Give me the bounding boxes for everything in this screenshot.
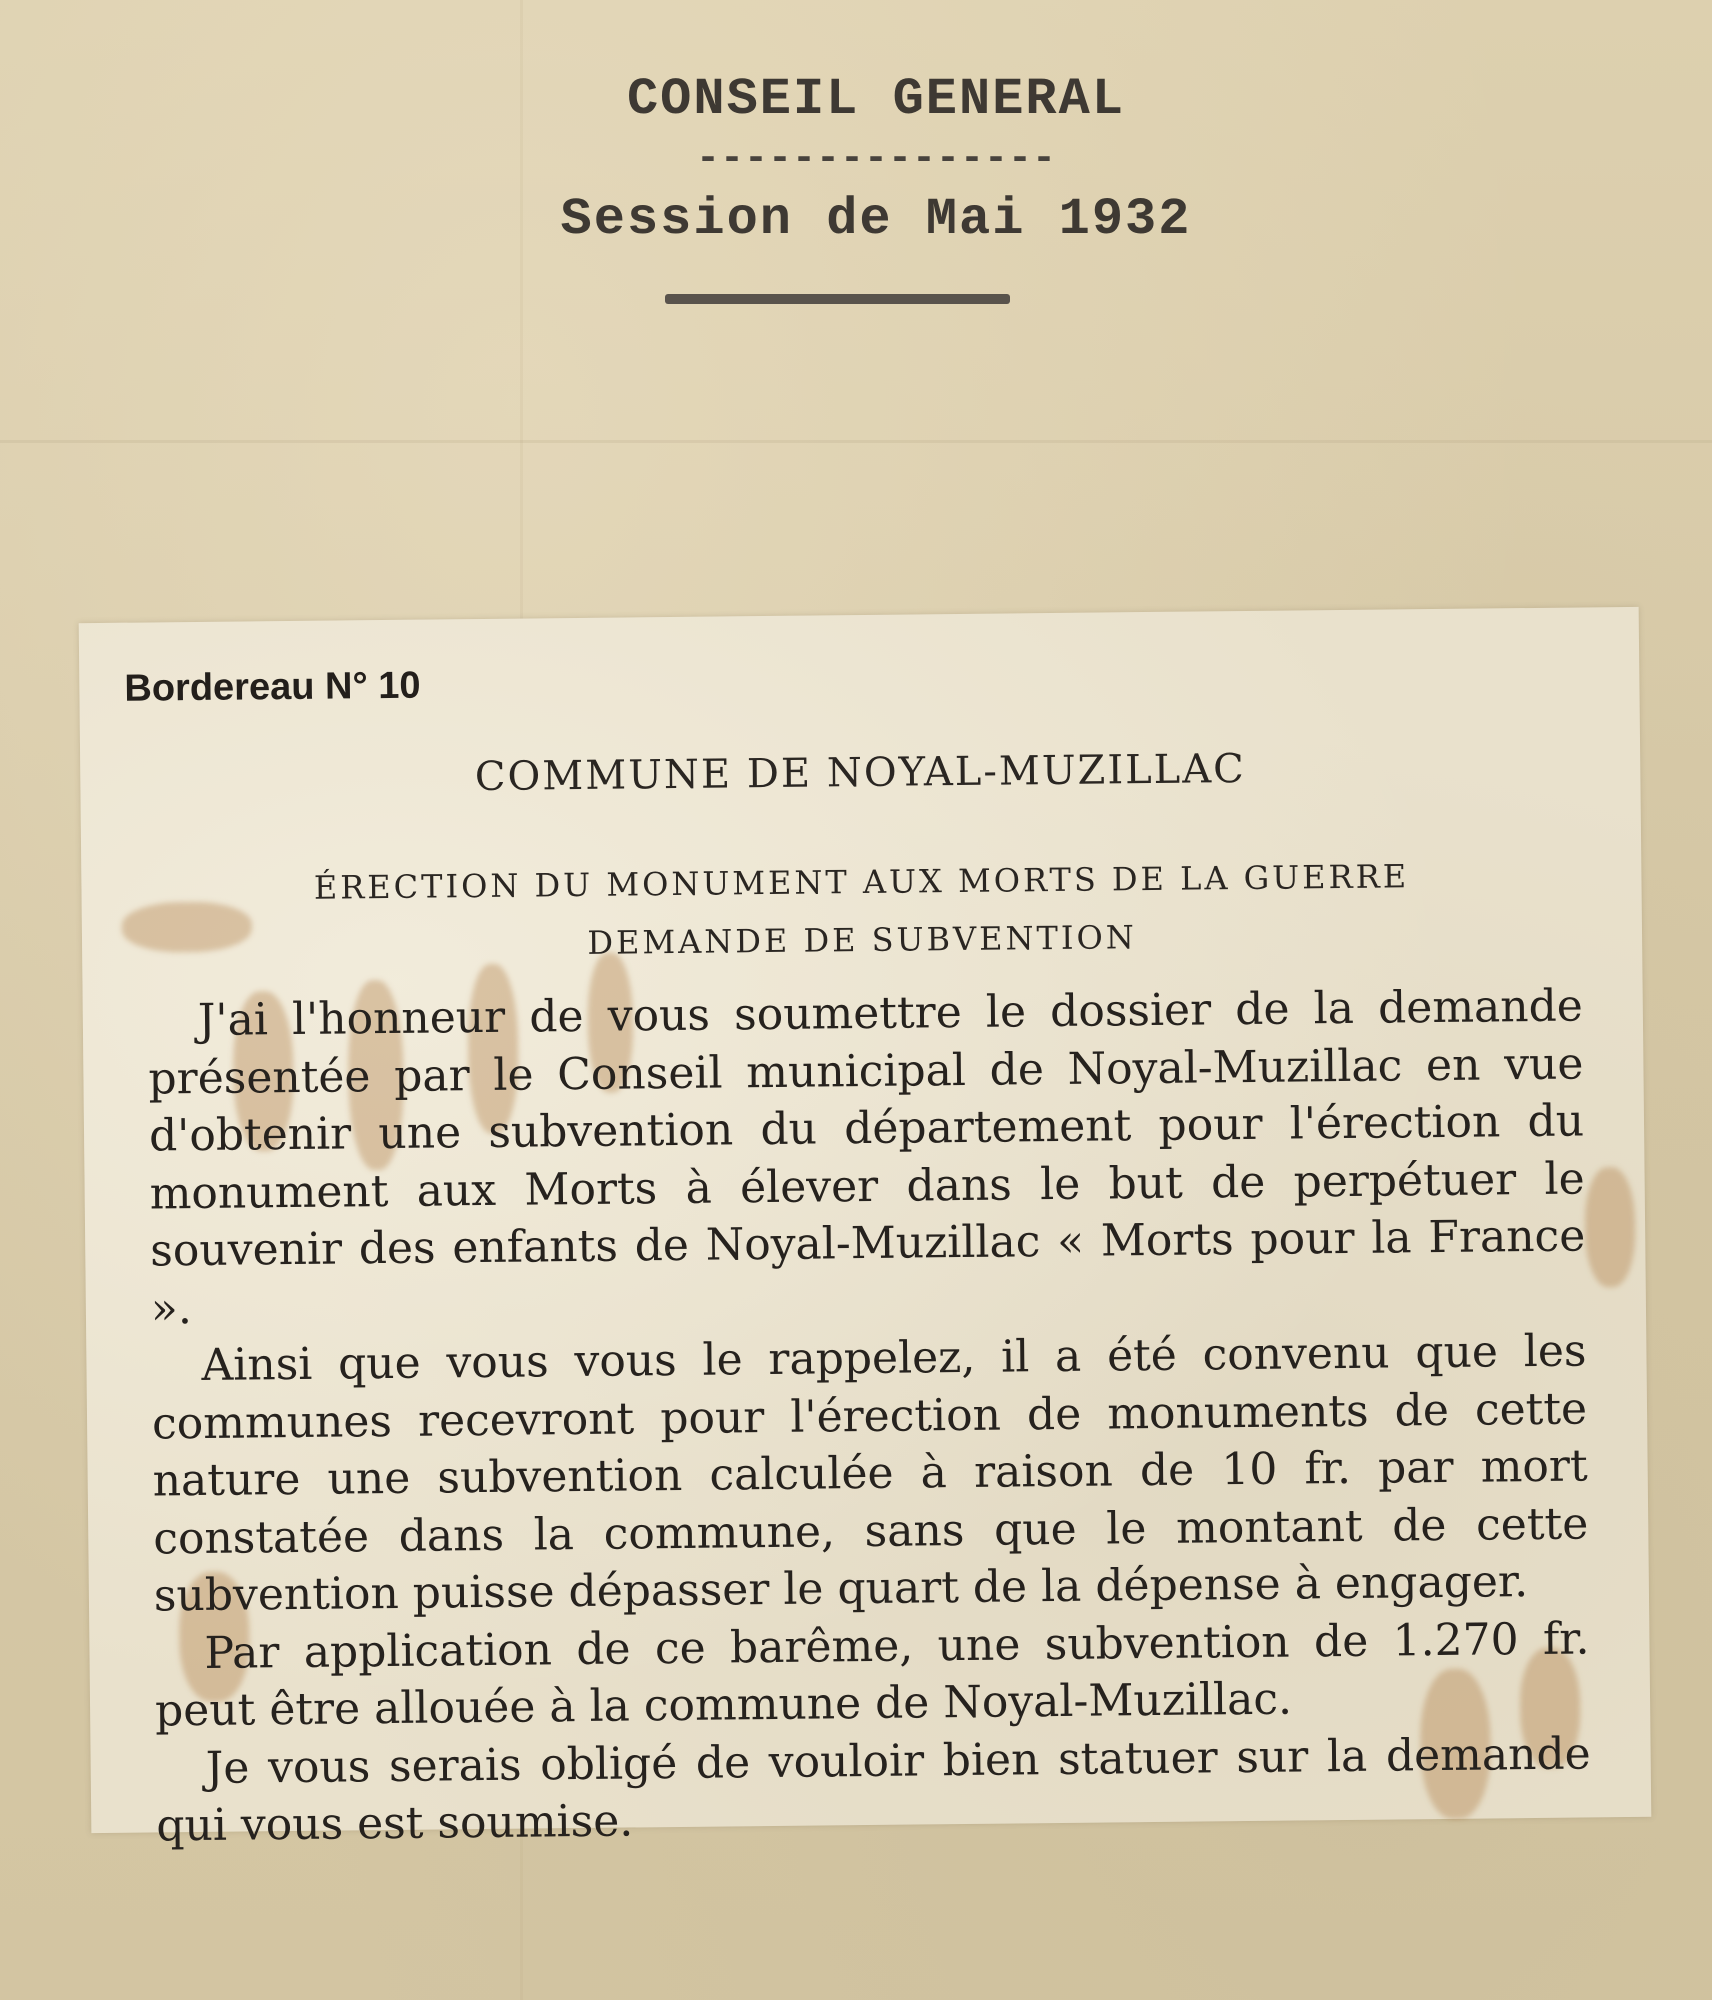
newspaper-clipping xyxy=(79,607,1652,1852)
typed-dashed-rule: --------------- xyxy=(695,137,1057,182)
header-underline xyxy=(665,294,1010,304)
sheet-crease xyxy=(0,440,1712,443)
paragraph: Je vous serais obligé de vouloir bien statuer sur la demande qui vous est soumise. xyxy=(156,1727,1591,1852)
bordereau-number: Bordereau N° 10 xyxy=(124,664,421,710)
subject-line-1: ÉRECTION DU MONUMENT AUX MORTS DE LA GUERRE xyxy=(313,857,1410,907)
body-text xyxy=(148,977,1592,1854)
subject-heading xyxy=(81,845,1642,977)
commune-heading: COMMUNE DE NOYAL-MUZILLAC xyxy=(474,745,1246,801)
paragraph: Ainsi que vous vous le rappelez, il a été convenu que les communes recevront pour l'érection de monuments de cette nature une subvention calculée à raison de 10 fr. par mort constatée dans la commune, sans que le montant de cette subvention puisse dépasser le quart de la dépense à engager. xyxy=(151,1325,1589,1622)
clipping-content xyxy=(79,607,1652,1852)
paragraph: Par application de ce barême, une subvention de 1.270 fr. peut être allouée à la commune de Noyal-Muzillac. xyxy=(154,1612,1590,1737)
typed-header xyxy=(0,60,1712,260)
paragraph: J'ai l'honneur de vous soumettre le dossier de la demande présentée par le Conseil municipal de Noyal-Muzillac en vue d'obtenir une subvention du département pour l'érection du monument aux Morts à élever dans le but de perpétuer le souvenir des enfants de Noyal-Muzillac « Morts pour la France ». xyxy=(148,980,1586,1334)
subject-line-2: DEMANDE DE SUBVENTION xyxy=(587,918,1137,962)
session-title: Session de Mai 1932 xyxy=(560,190,1192,249)
council-title: CONSEIL GENERAL xyxy=(626,70,1126,129)
